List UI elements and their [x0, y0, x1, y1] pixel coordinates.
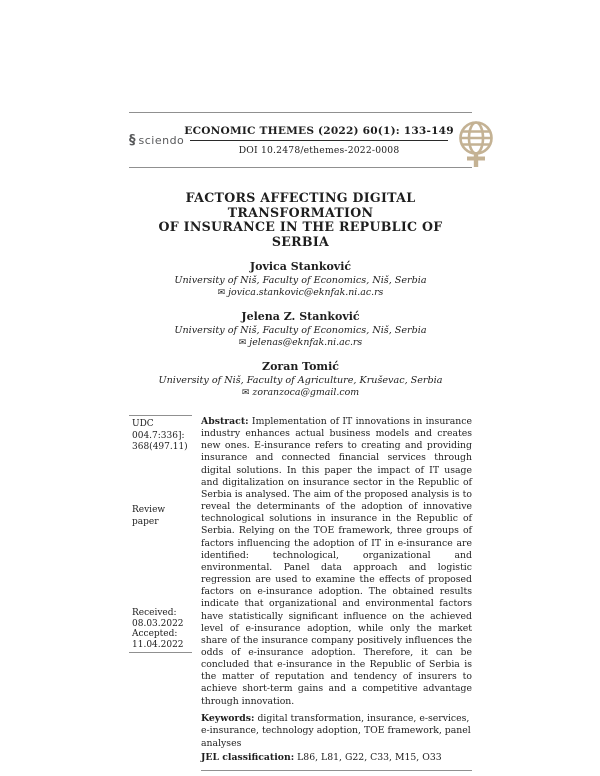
accepted-date: 11.04.2022 [132, 639, 184, 650]
udc-label: UDC [132, 419, 154, 429]
accepted-label: Accepted: [132, 629, 178, 639]
abstract-label: Abstract: [201, 416, 249, 427]
author-name: Jovica Stanković [249, 260, 352, 273]
author-block-3 [129, 360, 472, 399]
author-email: jelenas@eknfak.ni.ac.rs [249, 337, 363, 348]
abstract-text: Implementation of IT innovations in insurance industry enhances actual business models and creates new ones. E-insurance refers to creating and providing insurance and connected financial services through digital solutions. In this paper the impact of IT usage and digitalization on insurance sector in the Republic of Serbia is analysed. The aim of the proposed analysis is to reveal the determinants of the adoption of innovative technological solutions in insurance in the Republic of Serbia. Relying on the TOE framework, three groups of factors influencing the adoption of IT in e-insurance are identified: technological, organizational and environmental. Panel data approach and logistic regression are used to examine the effects of proposed factors on e-insurance adoption. The obtained results indicate that organizational and environmental factors have statistically significant influence on the achieved level of e-insurance adoption, while only the market share of the insurance company positively influences the odds of e-insurance adoption. Therefore, it can be concluded that e-insurance in the Republic of Serbia is the matter of reputation and tendency of insurers to achieve short-term gains and a competitive advantage through innovation. [201, 416, 472, 707]
abstract-column [201, 415, 472, 771]
globe-icon [456, 119, 496, 169]
author-affiliation: University of Niš, Faculty of Agriculture, Kruševac, Serbia [158, 375, 443, 386]
author-block-2 [129, 310, 472, 349]
keywords-label: Keywords: [201, 712, 255, 724]
paper-type-line1: Review [132, 505, 166, 515]
keywords-paragraph [201, 713, 472, 751]
keywords-text: digital transformation, insurance, e-services, e-insurance, technology adoption, TOE framework, panel analyses [201, 712, 471, 749]
envelope-icon: ✉ [217, 288, 226, 298]
author-name: Jelena Z. Stanković [241, 310, 360, 323]
author-block-1 [129, 260, 472, 299]
sciendo-logo [129, 134, 184, 147]
author-affiliation: University of Niš, Faculty of Economics, Niš, Serbia [174, 325, 427, 336]
udc-line2: 368(497.11) [132, 442, 188, 452]
article-metadata-column [129, 415, 192, 653]
udc-code [132, 419, 188, 454]
author-email: jovica.stankovic@eknfak.ni.ac.rs [228, 287, 384, 298]
author-email-line [129, 337, 472, 349]
paper-type-line2: paper [132, 516, 159, 527]
journal-citation: ECONOMIC THEMES (2022) 60(1): 133-149 [184, 124, 454, 137]
author-name: Zoran Tomić [262, 360, 339, 373]
journal-header [129, 112, 472, 168]
abstract-section [129, 415, 472, 771]
author-email-line [129, 287, 472, 299]
paper-title-line1: FACTORS AFFECTING DIGITAL TRANSFORMATION [185, 190, 416, 220]
author-email: zoranzoca@gmail.com [252, 387, 360, 398]
sciendo-logo-text: sciendo [138, 133, 185, 147]
author-email-line [129, 387, 472, 399]
envelope-icon: ✉ [238, 338, 247, 348]
jel-label: JEL classification: [201, 752, 295, 764]
paper-title-line2: OF INSURANCE IN THE REPUBLIC OF SERBIA [158, 219, 443, 249]
abstract-paragraph [201, 416, 472, 708]
received-label: Received: [132, 608, 177, 618]
paper-title [129, 191, 472, 249]
submission-dates [132, 608, 184, 650]
jel-paragraph [201, 752, 472, 765]
envelope-icon: ✉ [241, 388, 250, 398]
udc-line1: 004.7:336]: [132, 430, 185, 441]
header-center [184, 125, 454, 156]
jel-codes: L86, L81, G22, C33, M15, O33 [297, 752, 442, 764]
author-affiliation: University of Niš, Faculty of Economics, Niš, Serbia [174, 275, 427, 286]
received-date: 08.03.2022 [132, 618, 184, 629]
doi-text: DOI 10.2478/ethemes-2022-0008 [238, 144, 400, 156]
sciendo-logo-icon: § [129, 132, 136, 148]
paper-type [132, 505, 165, 528]
header-divider [190, 140, 448, 141]
page-content [129, 112, 472, 771]
